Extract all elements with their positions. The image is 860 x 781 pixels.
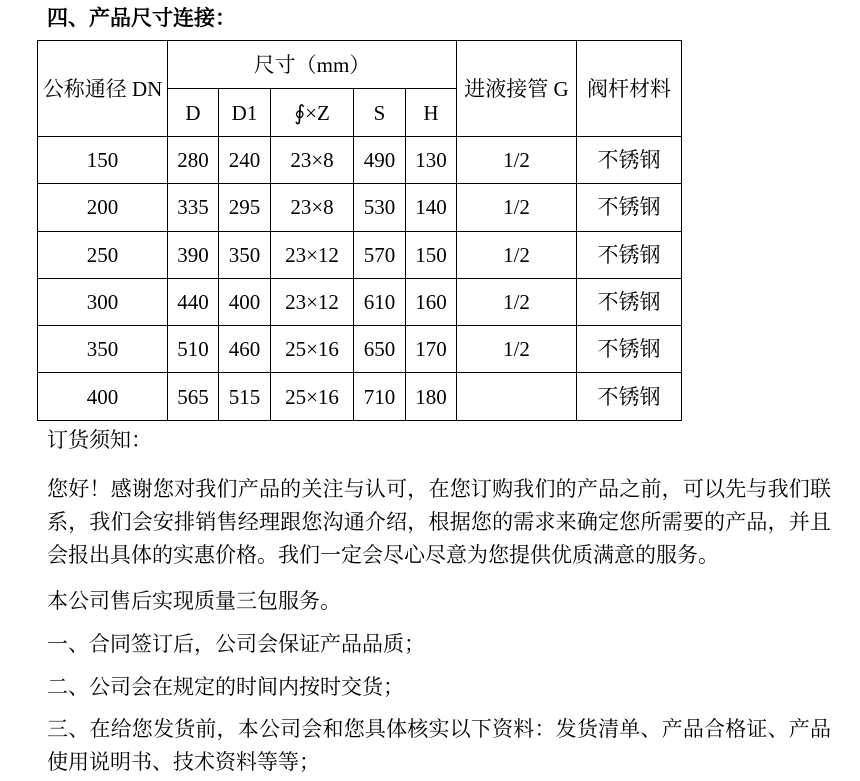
notice-title: 订货须知： xyxy=(47,428,152,452)
cell-inlet: 1/2 xyxy=(457,231,577,278)
table-row xyxy=(38,231,682,278)
table-row xyxy=(38,373,682,420)
cell-h: 180 xyxy=(406,373,457,420)
header-hole: ∮×Z xyxy=(271,89,354,137)
cell-inlet: 1/2 xyxy=(457,137,577,184)
header-d1: D1 xyxy=(219,89,271,137)
cell-d: 390 xyxy=(168,231,219,278)
cell-h: 170 xyxy=(406,326,457,373)
cell-s: 610 xyxy=(354,278,406,325)
notice-item-2: 二、公司会在规定的时间内按时交货； xyxy=(47,675,404,699)
cell-material: 不锈钢 xyxy=(577,278,682,325)
cell-hole: 23×8 xyxy=(271,137,354,184)
cell-d1: 400 xyxy=(219,278,271,325)
notice-item-1: 一、合同签订后，公司会保证产品品质； xyxy=(47,632,425,656)
table-row xyxy=(38,137,682,184)
cell-dn: 300 xyxy=(38,278,168,325)
cell-material: 不锈钢 xyxy=(577,231,682,278)
cell-inlet xyxy=(457,373,577,420)
cell-d: 280 xyxy=(168,137,219,184)
cell-d1: 460 xyxy=(219,326,271,373)
cell-dn: 350 xyxy=(38,326,168,373)
cell-dn: 200 xyxy=(38,184,168,231)
cell-s: 710 xyxy=(354,373,406,420)
table-row xyxy=(38,326,682,373)
cell-d1: 350 xyxy=(219,231,271,278)
cell-d1: 240 xyxy=(219,137,271,184)
cell-material: 不锈钢 xyxy=(577,184,682,231)
cell-hole: 23×12 xyxy=(271,278,354,325)
cell-dn: 150 xyxy=(38,137,168,184)
header-h: H xyxy=(406,89,457,137)
header-size-group: 尺寸（mm） xyxy=(168,41,457,89)
cell-hole: 23×8 xyxy=(271,184,354,231)
header-inlet: 进液接管 G xyxy=(457,41,577,137)
cell-dn: 400 xyxy=(38,373,168,420)
header-dn: 公称通径 DN xyxy=(38,41,168,137)
cell-dn: 250 xyxy=(38,231,168,278)
cell-inlet: 1/2 xyxy=(457,326,577,373)
notice-greeting-paragraph: 您好！感谢您对我们产品的关注与认可，在您订购我们的产品之前，可以先与我们联系，我们会安排销售经理跟您沟通介绍，根据您的需求来确定您所需要的产品，并且会报出具体的实惠价格。我们一定会尽心尽意为您提供优质满意的服务。 xyxy=(47,477,831,567)
cell-h: 130 xyxy=(406,137,457,184)
cell-s: 490 xyxy=(354,137,406,184)
header-d: D xyxy=(168,89,219,137)
cell-h: 140 xyxy=(406,184,457,231)
dimension-table xyxy=(37,40,682,421)
cell-hole: 23×12 xyxy=(271,231,354,278)
cell-material: 不锈钢 xyxy=(577,373,682,420)
cell-d: 335 xyxy=(168,184,219,231)
cell-inlet: 1/2 xyxy=(457,278,577,325)
cell-d: 510 xyxy=(168,326,219,373)
table-header-row xyxy=(38,41,682,89)
section-heading: 四、产品尺寸连接： xyxy=(47,6,236,30)
table-row xyxy=(38,184,682,231)
cell-hole: 25×16 xyxy=(271,373,354,420)
cell-s: 570 xyxy=(354,231,406,278)
cell-s: 650 xyxy=(354,326,406,373)
notice-item-3: 三、在给您发货前，本公司会和您具体核实以下资料：发货清单、产品合格证、产品使用说明书、技术资料等等； xyxy=(47,717,831,774)
cell-s: 530 xyxy=(354,184,406,231)
cell-material: 不锈钢 xyxy=(577,326,682,373)
notice-service-paragraph: 本公司售后实现质量三包服务。 xyxy=(47,589,341,613)
cell-d: 440 xyxy=(168,278,219,325)
cell-material: 不锈钢 xyxy=(577,137,682,184)
header-s: S xyxy=(354,89,406,137)
cell-h: 150 xyxy=(406,231,457,278)
cell-h: 160 xyxy=(406,278,457,325)
cell-d1: 515 xyxy=(219,373,271,420)
cell-hole: 25×16 xyxy=(271,326,354,373)
table-row xyxy=(38,278,682,325)
cell-inlet: 1/2 xyxy=(457,184,577,231)
cell-d: 565 xyxy=(168,373,219,420)
cell-d1: 295 xyxy=(219,184,271,231)
header-material: 阀杆材料 xyxy=(577,41,682,137)
